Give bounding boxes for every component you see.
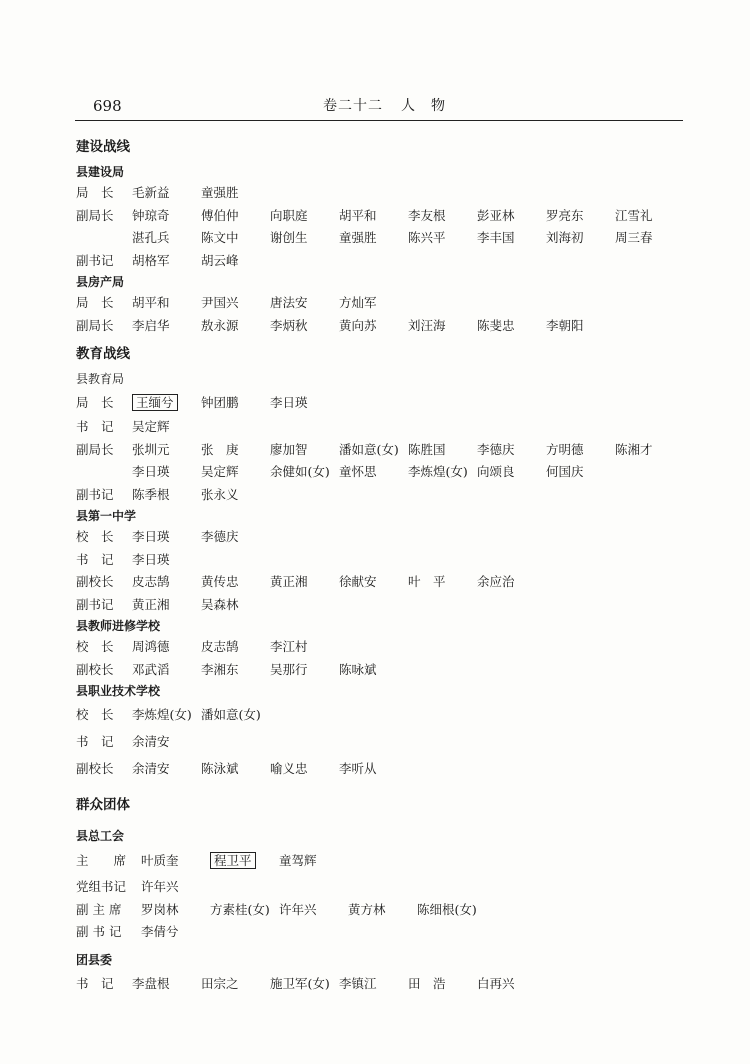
name-list [132, 728, 201, 755]
roster-row [76, 484, 696, 507]
person-name [270, 461, 339, 484]
person-name-text: 童驾辉 [279, 853, 317, 868]
position-label: 党组书记 [76, 879, 127, 894]
person-name-text: 陈湘才 [615, 441, 653, 457]
person-name [141, 846, 210, 876]
position-label [76, 461, 132, 484]
person-name-text: 敖永源 [201, 317, 239, 333]
roster-row [76, 571, 696, 594]
person-name-text: 刘汪海 [408, 317, 446, 333]
person-name [132, 439, 201, 462]
person-name-text: 方灿军 [339, 295, 377, 310]
person-name [132, 636, 201, 659]
position-label: 副校长 [76, 761, 114, 776]
person-name-text: 李日瑛 [270, 395, 308, 410]
person-name [339, 439, 408, 462]
roster-row [76, 315, 696, 338]
position-label: 书 记 [76, 551, 114, 567]
unit-title: 县职业技术学校 [76, 684, 161, 698]
unit-title: 县第一中学 [76, 509, 137, 523]
person-name-text: 李倩兮 [141, 924, 179, 939]
person-name [201, 755, 270, 782]
person-name [348, 899, 417, 922]
person-name-text: 李炼煌(女) [132, 707, 192, 722]
person-name [132, 701, 201, 728]
person-name-text: 吴定辉 [201, 464, 239, 479]
person-name [546, 315, 615, 338]
person-name-text: 田 浩 [408, 975, 446, 991]
person-name-text: 罗岗林 [141, 901, 179, 917]
person-name [477, 205, 546, 228]
person-name-text: 李江村 [270, 639, 308, 654]
person-name [201, 701, 270, 728]
person-name-text: 李炳秋 [270, 317, 308, 333]
person-name-text: 皮志鹄 [132, 574, 170, 589]
name-list [132, 526, 270, 549]
person-name [477, 439, 546, 462]
person-name-text: 潘如意(女) [339, 441, 399, 457]
person-name-text: 陈季根 [132, 486, 170, 502]
person-name-text: 刘海初 [546, 230, 584, 245]
position-label: 副书记 [76, 486, 114, 502]
unit-title: 县房产局 [76, 275, 125, 289]
person-name [408, 439, 477, 462]
person-name-text: 何国庆 [546, 464, 584, 479]
person-name [270, 659, 339, 682]
person-name-text: 陈斐忠 [477, 317, 515, 333]
person-name [201, 205, 270, 228]
name-list [132, 292, 408, 315]
person-name-text: 胡云峰 [201, 252, 239, 268]
person-name-text: 李镇江 [339, 975, 377, 991]
name-list [132, 659, 408, 682]
name-list [132, 315, 615, 338]
person-name [132, 970, 201, 997]
person-name-text: 童强胜 [339, 230, 377, 245]
person-name [132, 659, 201, 682]
roster-content [76, 130, 696, 997]
person-name [201, 250, 270, 273]
person-name [615, 439, 684, 462]
position-label: 局 长 [76, 395, 114, 410]
person-name [132, 416, 201, 439]
person-name-text: 李德庆 [201, 529, 239, 544]
section-title: 群众团体 [76, 797, 130, 813]
person-name-text: 吴定辉 [132, 419, 170, 434]
position-label: 副 主 席 [76, 901, 122, 917]
person-name-text: 黄正湘 [132, 596, 170, 612]
person-name [408, 461, 477, 484]
person-name-text: 余应治 [477, 574, 515, 589]
person-name [339, 461, 408, 484]
person-name [201, 461, 270, 484]
person-name [270, 205, 339, 228]
person-name-text: 叶 平 [408, 574, 446, 589]
person-name [339, 659, 408, 682]
name-list [141, 846, 348, 876]
person-name-text: 余清安 [132, 761, 170, 776]
roster-row [76, 389, 696, 416]
roster-row [76, 250, 696, 273]
person-name-text: 李丰国 [477, 230, 515, 245]
roster-row [76, 292, 696, 315]
person-name-text: 陈泳斌 [201, 761, 239, 776]
person-name [615, 205, 684, 228]
roster-row [76, 594, 696, 617]
position-label: 副局长 [76, 207, 114, 223]
person-name [270, 439, 339, 462]
name-list [141, 876, 210, 899]
person-name-text: 周鸿德 [132, 639, 170, 654]
person-name-text: 施卫军(女) [270, 975, 330, 991]
person-name-text: 钟琼奇 [132, 207, 170, 223]
person-name-text: 胡平和 [132, 295, 170, 310]
person-name-text: 李日瑛 [132, 529, 170, 544]
volume-title: 卷二十二 [323, 98, 383, 114]
roster-row [76, 876, 696, 899]
name-list [132, 484, 270, 507]
person-name [201, 389, 270, 416]
person-name [201, 484, 270, 507]
person-name-text: 陈文中 [201, 230, 239, 245]
person-name-text: 李朝阳 [546, 317, 584, 333]
person-name [132, 292, 201, 315]
person-name-text: 李日瑛 [132, 464, 170, 479]
roster-row [76, 899, 696, 922]
person-name [201, 636, 270, 659]
person-name [132, 250, 201, 273]
person-name-text: 陈咏斌 [339, 661, 377, 677]
name-list [132, 571, 546, 594]
page-number: 698 [93, 97, 122, 115]
person-name [201, 571, 270, 594]
roster-row [76, 636, 696, 659]
roster-row [76, 416, 696, 439]
person-name-text: 李听从 [339, 761, 377, 776]
person-name [339, 205, 408, 228]
roster-row [76, 921, 696, 944]
person-name-text: 叶质奎 [141, 853, 179, 868]
person-name [132, 205, 201, 228]
position-label: 局 长 [76, 185, 114, 200]
person-name-text: 方明德 [546, 441, 584, 457]
roster-row [76, 549, 696, 572]
person-name [270, 636, 339, 659]
person-name [132, 526, 201, 549]
name-list [132, 461, 615, 484]
person-name [201, 292, 270, 315]
roster-row [76, 526, 696, 549]
unit-title: 县建设局 [76, 165, 125, 179]
position-label: 副局长 [76, 441, 114, 457]
position-label: 校 长 [76, 639, 114, 654]
position-label: 书 记 [76, 975, 114, 991]
name-list [132, 439, 684, 462]
person-name-boxed: 王缅兮 [132, 394, 178, 411]
person-name [270, 755, 339, 782]
roster-row [76, 182, 696, 205]
person-name [546, 461, 615, 484]
roster-row [76, 439, 696, 462]
person-name-text: 李启华 [132, 317, 170, 333]
name-list [132, 701, 270, 728]
person-name-text: 胡平和 [339, 207, 377, 223]
person-name-text: 田宗之 [201, 975, 239, 991]
person-name [477, 461, 546, 484]
person-name-text: 陈胜国 [408, 441, 446, 457]
person-name [132, 182, 201, 205]
person-name [132, 315, 201, 338]
person-name [270, 571, 339, 594]
person-name-text: 周三春 [615, 230, 653, 245]
name-list [132, 389, 339, 416]
person-name-text: 钟团鹏 [201, 395, 239, 410]
person-name [210, 899, 279, 922]
person-name [132, 227, 201, 250]
person-name-text: 李盘根 [132, 975, 170, 991]
position-label: 副书记 [76, 596, 114, 612]
position-label: 副 书 记 [76, 924, 122, 939]
person-name [141, 876, 210, 899]
unit-title: 县教师进修学校 [76, 619, 161, 633]
position-label: 副校长 [76, 661, 114, 677]
person-name [270, 389, 339, 416]
person-name [477, 227, 546, 250]
person-name-text: 谢创生 [270, 230, 308, 245]
person-name [141, 899, 210, 922]
person-name [477, 970, 546, 997]
person-name-text: 余健如(女) [270, 464, 330, 479]
person-name [339, 970, 408, 997]
roster-row [76, 227, 696, 250]
person-name [270, 970, 339, 997]
person-name [201, 227, 270, 250]
person-name [132, 755, 201, 782]
person-name [408, 227, 477, 250]
person-name [339, 227, 408, 250]
roster-row [76, 701, 696, 728]
person-name-text: 李日瑛 [132, 551, 170, 567]
person-name-text: 罗亮东 [546, 207, 584, 223]
person-name [408, 571, 477, 594]
name-list [141, 921, 210, 944]
person-name [477, 571, 546, 594]
name-list [132, 970, 546, 997]
chapter-title: 人 物 [401, 98, 446, 114]
person-name [279, 846, 348, 876]
person-name [201, 659, 270, 682]
person-name [339, 571, 408, 594]
unit-title: 团县委 [76, 952, 113, 967]
person-name-text: 黄正湘 [270, 574, 308, 589]
person-name [546, 439, 615, 462]
person-name-boxed: 程卫平 [210, 852, 256, 869]
running-head [323, 95, 446, 115]
unit-title: 县总工会 [76, 829, 125, 843]
person-name [201, 182, 270, 205]
person-name-text: 黄方林 [348, 901, 386, 917]
person-name [201, 970, 270, 997]
person-name-text: 张永义 [201, 486, 239, 502]
person-name [477, 315, 546, 338]
person-name [408, 970, 477, 997]
roster-row [76, 846, 696, 876]
position-label: 书 记 [76, 734, 114, 749]
person-name [132, 461, 201, 484]
person-name [417, 899, 486, 922]
person-name-text: 傅伯仲 [201, 207, 239, 223]
roster-row [76, 755, 696, 782]
name-list [132, 250, 270, 273]
person-name [132, 571, 201, 594]
roster-row [76, 728, 696, 755]
position-label: 副书记 [76, 252, 114, 268]
person-name-text: 湛孔兵 [132, 230, 170, 245]
person-name-text: 陈细根(女) [417, 901, 477, 917]
person-name [339, 292, 408, 315]
person-name-text: 方素桂(女) [210, 901, 270, 917]
person-name [132, 389, 201, 416]
person-name [210, 846, 279, 876]
person-name-text: 张 庚 [201, 441, 239, 457]
person-name-text: 江雪礼 [615, 207, 653, 223]
position-label [76, 227, 132, 250]
name-list [132, 227, 684, 250]
unit-title: 县教育局 [76, 372, 125, 386]
person-name [201, 439, 270, 462]
section-title: 建设战线 [76, 139, 130, 155]
name-list [132, 549, 201, 572]
person-name-text: 廖加智 [270, 441, 308, 457]
person-name-text: 李友根 [408, 207, 446, 223]
person-name-text: 毛新益 [132, 185, 170, 200]
person-name [132, 728, 201, 755]
person-name-text: 黄向苏 [339, 317, 377, 333]
person-name [270, 292, 339, 315]
person-name-text: 李炼煌(女) [408, 464, 468, 479]
position-label: 局 长 [76, 295, 114, 310]
person-name-text: 徐献安 [339, 574, 377, 589]
person-name-text: 向颂良 [477, 464, 515, 479]
person-name-text: 张圳元 [132, 441, 170, 457]
page-header [75, 90, 683, 121]
name-list [132, 594, 270, 617]
person-name [339, 755, 408, 782]
name-list [132, 416, 201, 439]
person-name [339, 315, 408, 338]
person-name-text: 许年兴 [141, 879, 179, 894]
person-name-text: 童怀思 [339, 464, 377, 479]
roster-row [76, 970, 696, 997]
person-name [201, 315, 270, 338]
name-list [132, 636, 339, 659]
person-name [201, 526, 270, 549]
section-title: 教育战线 [76, 346, 130, 362]
person-name-text: 皮志鹄 [201, 639, 239, 654]
position-label: 主 席 [76, 853, 127, 868]
person-name-text: 许年兴 [279, 901, 317, 917]
person-name [201, 594, 270, 617]
person-name-text: 尹国兴 [201, 295, 239, 310]
person-name [141, 921, 210, 944]
position-label: 校 长 [76, 529, 114, 544]
person-name [270, 227, 339, 250]
person-name-text: 吴森林 [201, 596, 239, 612]
person-name [408, 315, 477, 338]
person-name-text: 陈兴平 [408, 230, 446, 245]
name-list [132, 182, 270, 205]
person-name [546, 205, 615, 228]
roster-row [76, 461, 696, 484]
person-name [270, 315, 339, 338]
person-name [132, 594, 201, 617]
person-name-text: 彭亚林 [477, 207, 515, 223]
person-name [132, 549, 201, 572]
person-name-text: 李德庆 [477, 441, 515, 457]
position-label: 校 长 [76, 707, 114, 722]
person-name-text: 邓武滔 [132, 661, 170, 677]
person-name [132, 484, 201, 507]
roster-row [76, 659, 696, 682]
person-name-text: 黄传忠 [201, 574, 239, 589]
person-name-text: 白再兴 [477, 975, 515, 991]
roster-row [76, 205, 696, 228]
person-name-text: 胡格军 [132, 252, 170, 268]
person-name-text: 余清安 [132, 734, 170, 749]
name-list [141, 899, 486, 922]
person-name [408, 205, 477, 228]
person-name [279, 899, 348, 922]
name-list [132, 755, 408, 782]
person-name-text: 向职庭 [270, 207, 308, 223]
position-label: 副局长 [76, 317, 114, 333]
person-name-text: 潘如意(女) [201, 707, 261, 722]
person-name-text: 李湘东 [201, 661, 239, 677]
person-name [615, 227, 684, 250]
person-name-text: 童强胜 [201, 185, 239, 200]
name-list [132, 205, 684, 228]
person-name [546, 227, 615, 250]
position-label: 书 记 [76, 419, 114, 434]
position-label: 副校长 [76, 574, 114, 589]
person-name-text: 吴那行 [270, 661, 308, 677]
person-name-text: 唐法安 [270, 295, 308, 310]
person-name-text: 喻义忠 [270, 761, 308, 776]
